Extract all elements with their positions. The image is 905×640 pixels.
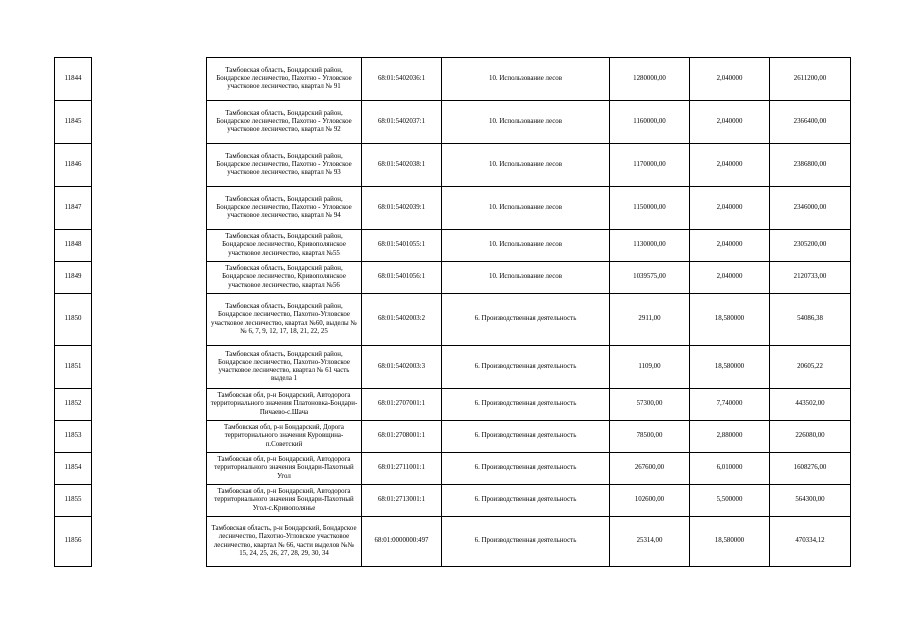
address-cell: Тамбовская область, Бондарский район, Бондарское лесничество, Пахотно - Угловское участковое лесничество, квартал № 94 xyxy=(207,187,362,230)
rate-cell: 2,040000 xyxy=(690,144,770,187)
cadastral-number-cell: 68:01:0000000:497 xyxy=(362,517,442,567)
table-row xyxy=(55,294,851,346)
cadastral-number-cell: 68:01:2708001:1 xyxy=(362,421,442,453)
land-use-cell: 10. Использование лесов xyxy=(442,144,610,187)
address-cell: Тамбовская обл, р-н Бондарский, Автодорога территориального значения Платоновка-Бондари-Пичаево-с.Шача xyxy=(207,389,362,421)
cadastral-number-cell: 68:01:5402037:1 xyxy=(362,101,442,144)
cadastral-number-cell: 68:01:5402003:2 xyxy=(362,294,442,346)
blank-cell xyxy=(92,517,207,567)
row-number-cell: 11849 xyxy=(55,262,92,294)
cadastral-value-cell: 2346000,00 xyxy=(770,187,851,230)
blank-cell xyxy=(92,346,207,389)
table-row xyxy=(55,262,851,294)
area-cell: 1039575,00 xyxy=(610,262,690,294)
cadastral-value-cell: 2120733,00 xyxy=(770,262,851,294)
area-cell: 1160000,00 xyxy=(610,101,690,144)
table-row xyxy=(55,421,851,453)
land-use-cell: 6. Производственная деятельность xyxy=(442,421,610,453)
address-cell: Тамбовская область, Бондарский район, Бондарское лесничество, Пахотно - Угловское участковое лесничество, квартал № 93 xyxy=(207,144,362,187)
land-use-cell: 6. Производственная деятельность xyxy=(442,517,610,567)
blank-cell xyxy=(92,485,207,517)
address-cell: Тамбовская область, Бондарский район, Бондарское лесничество, Кривополянское участковое лесничество, квартал №56 xyxy=(207,262,362,294)
area-cell: 78500,00 xyxy=(610,421,690,453)
cadastral-number-cell: 68:01:5402039:1 xyxy=(362,187,442,230)
cadastral-number-cell: 68:01:2711001:1 xyxy=(362,453,442,485)
cadastral-number-cell: 68:01:5401056:1 xyxy=(362,262,442,294)
cadastral-number-cell: 68:01:2713001:1 xyxy=(362,485,442,517)
address-cell: Тамбовская обл, р-н Бондарский, Автодорога территориального значения Бондари-Пахотный Угол xyxy=(207,453,362,485)
area-cell: 1150000,00 xyxy=(610,187,690,230)
row-number-cell: 11855 xyxy=(55,485,92,517)
blank-cell xyxy=(92,187,207,230)
table-row xyxy=(55,346,851,389)
address-cell: Тамбовская область, Бондарский район, Бондарское лесничество, Пахотно-Угловское участковое лесничество, квартал № 61 часть выдела 1 xyxy=(207,346,362,389)
land-use-cell: 10. Использование лесов xyxy=(442,262,610,294)
land-use-cell: 6. Производственная деятельность xyxy=(442,389,610,421)
cadastral-number-cell: 68:01:5401055:1 xyxy=(362,230,442,262)
cadastral-value-cell: 2611200,00 xyxy=(770,58,851,101)
cadastral-value-cell: 2366400,00 xyxy=(770,101,851,144)
land-use-cell: 10. Использование лесов xyxy=(442,230,610,262)
blank-cell xyxy=(92,230,207,262)
land-use-cell: 6. Производственная деятельность xyxy=(442,485,610,517)
land-use-cell: 10. Использование лесов xyxy=(442,58,610,101)
cadastral-number-cell: 68:01:5402036:1 xyxy=(362,58,442,101)
row-number-cell: 11850 xyxy=(55,294,92,346)
address-cell: Тамбовская область, Бондарский район, Бондарское лесничество, Пахотно-Угловское участковое лесничество, квартал №60, выделы №№ 6, 7, 9, 12, 17, 18, 21, 22, 25 xyxy=(207,294,362,346)
blank-cell xyxy=(92,262,207,294)
table-row xyxy=(55,187,851,230)
table-row xyxy=(55,58,851,101)
rate-cell: 2,040000 xyxy=(690,101,770,144)
blank-cell xyxy=(92,144,207,187)
address-cell: Тамбовская область, Бондарский район, Бондарское лесничество, Пахотно - Угловское участковое лесничество, квартал № 92 xyxy=(207,101,362,144)
row-number-cell: 11848 xyxy=(55,230,92,262)
rate-cell: 18,580000 xyxy=(690,346,770,389)
blank-cell xyxy=(92,389,207,421)
table-row xyxy=(55,517,851,567)
table-row xyxy=(55,453,851,485)
address-cell: Тамбовская обл, р-н Бондарский, Дорога территориального значения Куровщина-п.Советский xyxy=(207,421,362,453)
cadastral-value-cell: 20605,22 xyxy=(770,346,851,389)
land-use-cell: 6. Производственная деятельность xyxy=(442,346,610,389)
table-body xyxy=(55,58,851,567)
cadastral-number-cell: 68:01:5402003:3 xyxy=(362,346,442,389)
land-use-cell: 6. Производственная деятельность xyxy=(442,294,610,346)
blank-cell xyxy=(92,421,207,453)
rate-cell: 18,580000 xyxy=(690,517,770,567)
table-row xyxy=(55,389,851,421)
row-number-cell: 11845 xyxy=(55,101,92,144)
area-cell: 1109,00 xyxy=(610,346,690,389)
rate-cell: 5,500000 xyxy=(690,485,770,517)
data-table xyxy=(54,57,851,567)
area-cell: 267600,00 xyxy=(610,453,690,485)
cadastral-value-cell: 2386800,00 xyxy=(770,144,851,187)
area-cell: 2911,00 xyxy=(610,294,690,346)
cadastral-value-cell: 54086,38 xyxy=(770,294,851,346)
area-cell: 1170000,00 xyxy=(610,144,690,187)
table-row xyxy=(55,230,851,262)
cadastral-value-cell: 1608276,00 xyxy=(770,453,851,485)
rate-cell: 2,040000 xyxy=(690,230,770,262)
area-cell: 102600,00 xyxy=(610,485,690,517)
blank-cell xyxy=(92,294,207,346)
table-row xyxy=(55,485,851,517)
cadastral-value-cell: 2305200,00 xyxy=(770,230,851,262)
cadastral-value-cell: 443502,00 xyxy=(770,389,851,421)
rate-cell: 2,040000 xyxy=(690,58,770,101)
address-cell: Тамбовская область, р-н Бондарский, Бондарское лесничество, Пахотно-Угловское участковое лесничество, квартал № 66, части выделов №№ 15, 24, 25, 26, 27, 28, 29, 30, 34 xyxy=(207,517,362,567)
rate-cell: 2,040000 xyxy=(690,187,770,230)
area-cell: 1280000,00 xyxy=(610,58,690,101)
area-cell: 57300,00 xyxy=(610,389,690,421)
cadastral-value-cell: 470334,12 xyxy=(770,517,851,567)
blank-cell xyxy=(92,58,207,101)
row-number-cell: 11856 xyxy=(55,517,92,567)
row-number-cell: 11853 xyxy=(55,421,92,453)
cadastral-number-cell: 68:01:5402038:1 xyxy=(362,144,442,187)
area-cell: 1130000,00 xyxy=(610,230,690,262)
cadastral-value-cell: 226080,00 xyxy=(770,421,851,453)
rate-cell: 18,580000 xyxy=(690,294,770,346)
land-use-cell: 10. Использование лесов xyxy=(442,187,610,230)
land-use-cell: 10. Использование лесов xyxy=(442,101,610,144)
address-cell: Тамбовская обл, р-н Бондарский, Автодорога территориального значения Бондари-Пахотный Угол-с.Кривополянье xyxy=(207,485,362,517)
row-number-cell: 11854 xyxy=(55,453,92,485)
rate-cell: 2,880000 xyxy=(690,421,770,453)
blank-cell xyxy=(92,453,207,485)
row-number-cell: 11846 xyxy=(55,144,92,187)
row-number-cell: 11851 xyxy=(55,346,92,389)
address-cell: Тамбовская область, Бондарский район, Бондарское лесничество, Кривополянское участковое лесничество, квартал №55 xyxy=(207,230,362,262)
table-row xyxy=(55,144,851,187)
rate-cell: 6,010000 xyxy=(690,453,770,485)
rate-cell: 7,740000 xyxy=(690,389,770,421)
cadastral-number-cell: 68:01:2707001:1 xyxy=(362,389,442,421)
table-row xyxy=(55,101,851,144)
blank-cell xyxy=(92,101,207,144)
rate-cell: 2,040000 xyxy=(690,262,770,294)
row-number-cell: 11844 xyxy=(55,58,92,101)
row-number-cell: 11852 xyxy=(55,389,92,421)
area-cell: 25314,00 xyxy=(610,517,690,567)
cadastral-value-cell: 564300,00 xyxy=(770,485,851,517)
row-number-cell: 11847 xyxy=(55,187,92,230)
address-cell: Тамбовская область, Бондарский район, Бондарское лесничество, Пахотно - Угловское участковое лесничество, квартал № 91 xyxy=(207,58,362,101)
land-use-cell: 6. Производственная деятельность xyxy=(442,453,610,485)
